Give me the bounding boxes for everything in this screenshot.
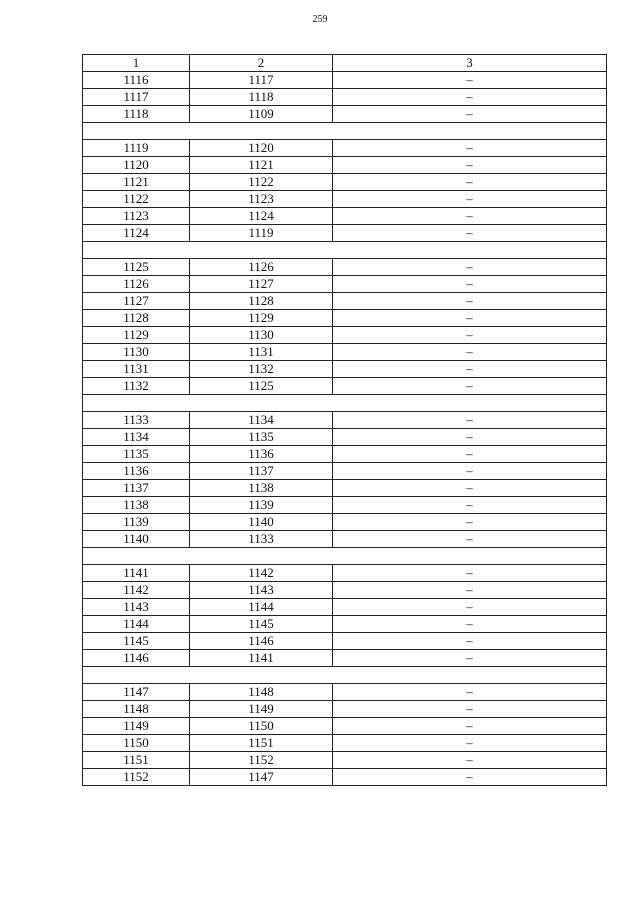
table-cell-col-3: – bbox=[333, 582, 607, 599]
table-row bbox=[83, 106, 607, 123]
table-cell-col-2: 1138 bbox=[190, 480, 333, 497]
table-cell-col-3: – bbox=[333, 344, 607, 361]
table-cell-col-1: 1137 bbox=[83, 480, 190, 497]
group-separator-row bbox=[83, 395, 607, 412]
table-cell-col-2: 1144 bbox=[190, 599, 333, 616]
table-cell-col-2: 1137 bbox=[190, 463, 333, 480]
column-header-2: 2 bbox=[190, 55, 333, 72]
table-cell-col-2: 1123 bbox=[190, 191, 333, 208]
table-cell-col-1: 1116 bbox=[83, 72, 190, 89]
table-row bbox=[83, 276, 607, 293]
table-row bbox=[83, 140, 607, 157]
table-cell-col-2: 1119 bbox=[190, 225, 333, 242]
table-cell-col-1: 1135 bbox=[83, 446, 190, 463]
table-cell-col-2: 1129 bbox=[190, 310, 333, 327]
table-cell-col-3: – bbox=[333, 599, 607, 616]
table-cell-col-3: – bbox=[333, 701, 607, 718]
table-cell-col-3: – bbox=[333, 378, 607, 395]
table-row bbox=[83, 684, 607, 701]
table-cell-col-1: 1147 bbox=[83, 684, 190, 701]
table-cell-col-3: – bbox=[333, 633, 607, 650]
table-cell-col-3: – bbox=[333, 293, 607, 310]
table-cell-col-2: 1150 bbox=[190, 718, 333, 735]
table-cell-col-2: 1126 bbox=[190, 259, 333, 276]
table-cell-col-1: 1119 bbox=[83, 140, 190, 157]
table-row bbox=[83, 446, 607, 463]
table-cell-col-1: 1117 bbox=[83, 89, 190, 106]
table-cell-col-3: – bbox=[333, 208, 607, 225]
table-row bbox=[83, 378, 607, 395]
table-cell-col-2: 1148 bbox=[190, 684, 333, 701]
table-cell-col-3: – bbox=[333, 650, 607, 667]
table-row bbox=[83, 259, 607, 276]
table-cell-col-2: 1135 bbox=[190, 429, 333, 446]
table-cell-col-3: – bbox=[333, 327, 607, 344]
table-row bbox=[83, 89, 607, 106]
group-separator-row bbox=[83, 242, 607, 259]
table-row bbox=[83, 327, 607, 344]
table-cell-col-2: 1121 bbox=[190, 157, 333, 174]
table-row bbox=[83, 616, 607, 633]
data-table bbox=[82, 54, 607, 786]
table-row bbox=[83, 429, 607, 446]
table-cell-col-2: 1122 bbox=[190, 174, 333, 191]
table-cell-col-1: 1123 bbox=[83, 208, 190, 225]
table-row bbox=[83, 361, 607, 378]
table-row bbox=[83, 480, 607, 497]
group-separator-row bbox=[83, 123, 607, 140]
group-separator-row bbox=[83, 667, 607, 684]
group-separator-cell bbox=[83, 242, 607, 259]
table-cell-col-3: – bbox=[333, 276, 607, 293]
group-separator-cell bbox=[83, 667, 607, 684]
group-separator-cell bbox=[83, 123, 607, 140]
table-cell-col-2: 1124 bbox=[190, 208, 333, 225]
table-row bbox=[83, 701, 607, 718]
column-header-3: 3 bbox=[333, 55, 607, 72]
table-cell-col-2: 1127 bbox=[190, 276, 333, 293]
table-cell-col-1: 1118 bbox=[83, 106, 190, 123]
table-cell-col-3: – bbox=[333, 565, 607, 582]
table-cell-col-3: – bbox=[333, 106, 607, 123]
table-row bbox=[83, 718, 607, 735]
table-cell-col-3: – bbox=[333, 497, 607, 514]
table-cell-col-3: – bbox=[333, 72, 607, 89]
table-row bbox=[83, 650, 607, 667]
table-cell-col-3: – bbox=[333, 463, 607, 480]
table-cell-col-1: 1125 bbox=[83, 259, 190, 276]
table-row bbox=[83, 531, 607, 548]
table-row bbox=[83, 344, 607, 361]
table-cell-col-3: – bbox=[333, 429, 607, 446]
table-cell-col-3: – bbox=[333, 140, 607, 157]
table-cell-col-2: 1149 bbox=[190, 701, 333, 718]
table-cell-col-2: 1118 bbox=[190, 89, 333, 106]
table-row bbox=[83, 752, 607, 769]
table-cell-col-1: 1121 bbox=[83, 174, 190, 191]
page-number: 259 bbox=[312, 14, 328, 25]
table-row bbox=[83, 633, 607, 650]
table-cell-col-1: 1126 bbox=[83, 276, 190, 293]
table-row bbox=[83, 514, 607, 531]
table-cell-col-3: – bbox=[333, 225, 607, 242]
table-cell-col-3: – bbox=[333, 514, 607, 531]
table-cell-col-3: – bbox=[333, 191, 607, 208]
table-row bbox=[83, 582, 607, 599]
group-separator-cell bbox=[83, 395, 607, 412]
table-cell-col-3: – bbox=[333, 89, 607, 106]
table-cell-col-3: – bbox=[333, 735, 607, 752]
table-cell-col-1: 1140 bbox=[83, 531, 190, 548]
table-row bbox=[83, 174, 607, 191]
table-cell-col-1: 1131 bbox=[83, 361, 190, 378]
table-cell-col-2: 1142 bbox=[190, 565, 333, 582]
table-cell-col-1: 1148 bbox=[83, 701, 190, 718]
table-cell-col-1: 1144 bbox=[83, 616, 190, 633]
table-cell-col-2: 1140 bbox=[190, 514, 333, 531]
table-cell-col-2: 1145 bbox=[190, 616, 333, 633]
table-cell-col-2: 1130 bbox=[190, 327, 333, 344]
table-row bbox=[83, 157, 607, 174]
table-cell-col-2: 1136 bbox=[190, 446, 333, 463]
table-row bbox=[83, 310, 607, 327]
table-cell-col-1: 1150 bbox=[83, 735, 190, 752]
table-cell-col-1: 1133 bbox=[83, 412, 190, 429]
table-cell-col-1: 1141 bbox=[83, 565, 190, 582]
table-cell-col-3: – bbox=[333, 718, 607, 735]
table-row bbox=[83, 412, 607, 429]
table-cell-col-2: 1132 bbox=[190, 361, 333, 378]
table-cell-col-2: 1117 bbox=[190, 72, 333, 89]
table-cell-col-1: 1143 bbox=[83, 599, 190, 616]
header-row bbox=[83, 55, 607, 72]
table-cell-col-1: 1134 bbox=[83, 429, 190, 446]
table-cell-col-1: 1146 bbox=[83, 650, 190, 667]
table-cell-col-1: 1127 bbox=[83, 293, 190, 310]
table-cell-col-1: 1151 bbox=[83, 752, 190, 769]
table-cell-col-2: 1134 bbox=[190, 412, 333, 429]
table-cell-col-2: 1151 bbox=[190, 735, 333, 752]
table-cell-col-1: 1136 bbox=[83, 463, 190, 480]
table-cell-col-2: 1143 bbox=[190, 582, 333, 599]
table-cell-col-1: 1145 bbox=[83, 633, 190, 650]
table-cell-col-3: – bbox=[333, 480, 607, 497]
table-cell-col-2: 1141 bbox=[190, 650, 333, 667]
table-cell-col-3: – bbox=[333, 361, 607, 378]
table-body bbox=[83, 55, 607, 786]
table-cell-col-2: 1152 bbox=[190, 752, 333, 769]
table-cell-col-1: 1139 bbox=[83, 514, 190, 531]
table-row bbox=[83, 72, 607, 89]
table-cell-col-1: 1130 bbox=[83, 344, 190, 361]
column-header-1: 1 bbox=[83, 55, 190, 72]
table-cell-col-3: – bbox=[333, 769, 607, 786]
table-row bbox=[83, 191, 607, 208]
table-cell-col-2: 1109 bbox=[190, 106, 333, 123]
table-cell-col-1: 1138 bbox=[83, 497, 190, 514]
table-cell-col-1: 1149 bbox=[83, 718, 190, 735]
group-separator-cell bbox=[83, 548, 607, 565]
table-cell-col-3: – bbox=[333, 157, 607, 174]
table-row bbox=[83, 769, 607, 786]
table-cell-col-2: 1128 bbox=[190, 293, 333, 310]
table-cell-col-2: 1131 bbox=[190, 344, 333, 361]
table-cell-col-3: – bbox=[333, 446, 607, 463]
table-row bbox=[83, 463, 607, 480]
table-cell-col-3: – bbox=[333, 752, 607, 769]
table-cell-col-2: 1125 bbox=[190, 378, 333, 395]
table-cell-col-1: 1124 bbox=[83, 225, 190, 242]
table-cell-col-2: 1120 bbox=[190, 140, 333, 157]
table-cell-col-1: 1132 bbox=[83, 378, 190, 395]
table-row bbox=[83, 599, 607, 616]
table-cell-col-3: – bbox=[333, 310, 607, 327]
table-row bbox=[83, 735, 607, 752]
table-cell-col-2: 1133 bbox=[190, 531, 333, 548]
table-cell-col-3: – bbox=[333, 174, 607, 191]
table-cell-col-3: – bbox=[333, 412, 607, 429]
table-cell-col-1: 1152 bbox=[83, 769, 190, 786]
table-row bbox=[83, 293, 607, 310]
table-cell-col-1: 1129 bbox=[83, 327, 190, 344]
table-cell-col-3: – bbox=[333, 259, 607, 276]
table-row bbox=[83, 208, 607, 225]
table-cell-col-2: 1147 bbox=[190, 769, 333, 786]
table-cell-col-1: 1142 bbox=[83, 582, 190, 599]
table-cell-col-3: – bbox=[333, 531, 607, 548]
table-row bbox=[83, 565, 607, 582]
table-cell-col-1: 1122 bbox=[83, 191, 190, 208]
group-separator-row bbox=[83, 548, 607, 565]
table-row bbox=[83, 225, 607, 242]
table-cell-col-1: 1120 bbox=[83, 157, 190, 174]
table-cell-col-1: 1128 bbox=[83, 310, 190, 327]
table-cell-col-3: – bbox=[333, 616, 607, 633]
table-cell-col-2: 1139 bbox=[190, 497, 333, 514]
table-row bbox=[83, 497, 607, 514]
table-cell-col-3: – bbox=[333, 684, 607, 701]
table-cell-col-2: 1146 bbox=[190, 633, 333, 650]
